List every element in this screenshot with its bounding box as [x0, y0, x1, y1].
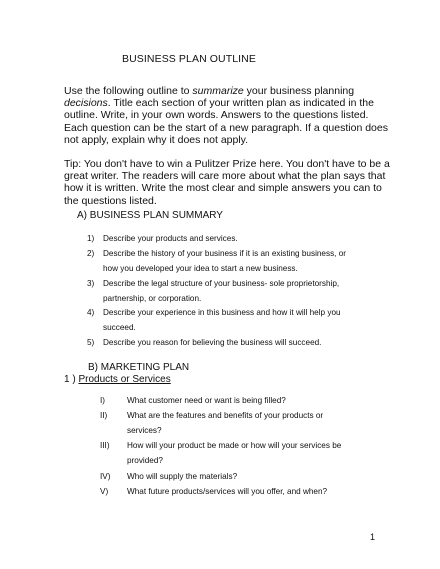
- item-number: I): [100, 396, 106, 405]
- item-text: How will your product be made or how will your services be: [127, 441, 342, 450]
- intro-paragraph-2: Tip: You don't have to win a Pulitzer Prize here. You don't have to be a great writer. The readers will care more about what the plan says that how it is written. Write the most clear and simple answers you can to the questions listed.: [64, 158, 390, 207]
- item-number: 1): [87, 234, 95, 243]
- intro-p1-start: Use the following outline to: [64, 85, 193, 97]
- subsection-heading: [64, 374, 171, 385]
- item-number: IV): [100, 472, 111, 481]
- item-number: 4): [87, 308, 95, 317]
- item-text-continued: how you developed your idea to start a new business.: [103, 264, 298, 273]
- item-number: III): [100, 441, 110, 450]
- item-number: II): [100, 411, 108, 420]
- item-text-continued: provided?: [127, 456, 163, 465]
- intro-p1-middle: your business planning: [243, 85, 355, 97]
- item-number: 3): [87, 279, 95, 288]
- page-number: 1: [370, 532, 376, 542]
- item-number: 5): [87, 338, 95, 347]
- item-text: Describe the history of your business if it is an existing business, or: [103, 249, 347, 258]
- intro-p1-end: . Title each section of your written plan as indicated in the outline. Write, in your own words. Answers to the questions listed. Each question can be the start of a new paragraph. If a question does not apply, explain why it does not apply.: [64, 97, 388, 146]
- item-text: Describe you reason for believing the business will succeed.: [103, 338, 322, 347]
- item-number: 2): [87, 249, 95, 258]
- item-text: Describe your products and services.: [103, 234, 238, 243]
- intro-p1-emphasis-2: decisions: [64, 97, 108, 110]
- item-text: Describe your experience in this business and how it will help you: [103, 308, 341, 317]
- subsection-label: Products or Services: [78, 374, 171, 385]
- item-text: Who will supply the materials?: [127, 472, 238, 481]
- item-text-continued: succeed.: [103, 323, 136, 332]
- item-text: What are the features and benefits of your products or: [127, 411, 324, 420]
- intro-text: [64, 85, 394, 207]
- subsection-number: 1 ): [64, 374, 76, 385]
- intro-paragraph-1: [64, 85, 394, 146]
- intro-p1-emphasis: summarize: [192, 85, 244, 97]
- item-text: What future products/services will you offer, and when?: [127, 487, 328, 496]
- item-text: What customer need or want is being filled?: [127, 396, 286, 405]
- item-text: Describe the legal structure of your business- sole proprietorship,: [103, 279, 340, 288]
- item-number: V): [100, 487, 109, 496]
- item-text-continued: services?: [127, 426, 162, 435]
- page-title: BUSINESS PLAN OUTLINE: [122, 53, 256, 65]
- item-text-continued: partnership, or corporation.: [103, 294, 202, 303]
- section-b-heading: B) MARKETING PLAN: [88, 362, 190, 373]
- section-a-heading: A) BUSINESS PLAN SUMMARY: [77, 210, 223, 221]
